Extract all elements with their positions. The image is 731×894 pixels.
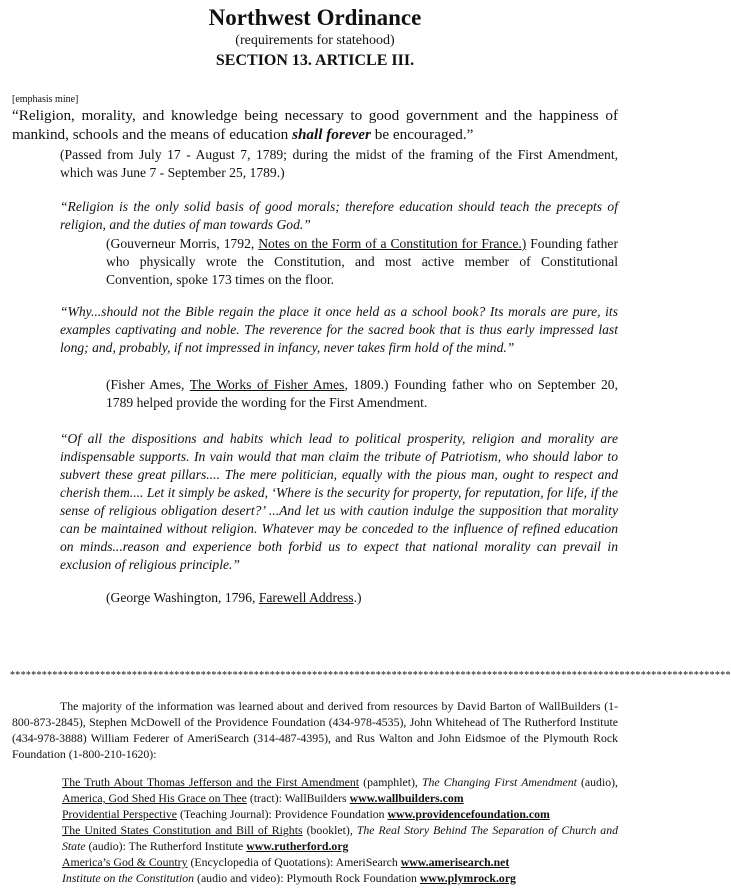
emphasis-note: [emphasis mine] xyxy=(12,94,79,105)
quote-ames: “Why...should not the Bible regain the place it once held as a school book? Its morals are pure, its examples captivating and noble. The reverence for the sacred book that is thus early impressed last long; and, probably, if not impressed in infancy, never takes firm hold of the mind.” xyxy=(60,304,618,355)
reference-link[interactable]: www.plymrock.org xyxy=(419,871,516,885)
resources-paragraph: The majority of the information was learned about and derived from resources by David Barton of WallBuilders (1-800-873-2845), Stephen McDowell of the Providence Foundation (434-978-4535), John Whitehead of The Rutherford Institute (434-978-3888) William Federer of AmeriSearch (314-487-4395), and Rus Walton and John Eidsmoe of the Plymouth Rock Foundation (1-800-210-1620): xyxy=(12,699,618,761)
section-heading: SECTION 13. ARTICLE III. xyxy=(215,52,415,69)
ordinance-quote-part2: be encouraged.” xyxy=(370,126,474,143)
page-subtitle: (requirements for statehood) xyxy=(235,33,395,48)
citation-close: .) xyxy=(353,590,362,605)
reference-item-amerisearch xyxy=(62,854,618,870)
reference-text: (audio and video): Plymouth Rock Foundation xyxy=(194,871,420,885)
reference-text: (audio), xyxy=(576,775,618,789)
reference-item-wallbuilders xyxy=(62,774,618,806)
ordinance-quote xyxy=(12,106,618,144)
reference-text: (Encyclopedia of Quotations): AmeriSearch xyxy=(187,855,401,869)
citation-open: (George Washington, 1796, xyxy=(106,590,259,605)
reference-link[interactable]: www.providencefoundation.com xyxy=(387,807,550,821)
reference-item-plymrock xyxy=(62,870,618,886)
reference-title: Providential Perspective xyxy=(62,807,177,821)
reference-link[interactable]: www.wallbuilders.com xyxy=(349,791,464,805)
reference-title: The United States Constitution and Bill of Rights xyxy=(62,823,303,837)
reference-title: The Real Story Behind The Separation of Church and State xyxy=(62,823,619,853)
citation-work: The Works of Fisher Ames xyxy=(189,377,345,392)
citation-washington xyxy=(106,589,618,607)
reference-title: America’s God & Country xyxy=(62,855,188,869)
ordinance-quote-part1: “Religion, morality, and knowledge being necessary to good government and the happiness of mankind, schools and the means of education xyxy=(12,107,618,143)
reference-text: (pamphlet), xyxy=(359,775,422,789)
citation-work: Notes on the Form of a Constitution for France.) xyxy=(258,236,527,251)
reference-title: America, God Shed His Grace on Thee xyxy=(62,791,247,805)
citation-ames xyxy=(106,376,618,412)
citation-open: (Fisher Ames, xyxy=(106,377,190,392)
reference-text: (booklet), xyxy=(302,823,357,837)
quote-washington: “Of all the dispositions and habits which lead to political prosperity, religion and morality are indispensable supports. In vain would that man claim the tribute of Patriotism, who should labor to subvert these great pillars.... The mere politician, equally with the pious man, ought to respect and cherish them.... Let it simply be asked, ‘Where is the security for property, for reputation, for life, if the sense of religious obligation desert?’ ...And let us with caution indulge the supposition that morality can be maintained without religion. Whatever may be conceded to the influence of refined education on minds...reason and experience both forbid us to expect that national morality can prevail in exclusion of religious principle.” xyxy=(60,431,619,572)
reference-title: The Changing First Amendment xyxy=(421,775,577,789)
reference-link[interactable]: www.amerisearch.net xyxy=(400,855,510,869)
reference-title: Institute on the Constitution xyxy=(62,871,195,885)
reference-text: (tract): WallBuilders xyxy=(246,791,350,805)
citation-morris xyxy=(106,235,618,289)
reference-text: (audio): The Rutherford Institute xyxy=(85,839,247,853)
reference-title: The Truth About Thomas Jefferson and the First Amendment xyxy=(62,775,360,789)
reference-link[interactable]: www.rutherford.org xyxy=(246,839,349,853)
quote-morris: “Religion is the only solid basis of good morals; therefore education should teach the precepts of religion, and the duties of man towards God.” xyxy=(60,199,618,232)
citation-work: Farewell Address xyxy=(258,590,354,605)
citation-open: (Gouverneur Morris, 1792, xyxy=(106,236,259,251)
reference-item-providence xyxy=(62,806,618,822)
passed-note: (Passed from July 17 - August 7, 1789; during the midst of the framing of the First Amendment, which was June 7 - September 25, 1789.) xyxy=(60,147,618,180)
citation-close: Founding father who physically wrote the Constitution, and most active member of Constitutional Convention, spoke 173 times on the floor. xyxy=(106,236,618,287)
reference-list xyxy=(62,774,618,886)
reference-text: (Teaching Journal): Providence Foundation xyxy=(177,807,388,821)
citation-close: , 1809.) Founding father who on September 20, 1789 helped provide the wording for the First Amendment. xyxy=(106,377,618,410)
ordinance-quote-emphasis: shall forever xyxy=(292,126,371,143)
reference-item-rutherford xyxy=(62,822,618,854)
page-title: Northwest Ordinance xyxy=(208,5,422,30)
star-divider: **************************************************************************************************************************************** xyxy=(10,670,731,681)
